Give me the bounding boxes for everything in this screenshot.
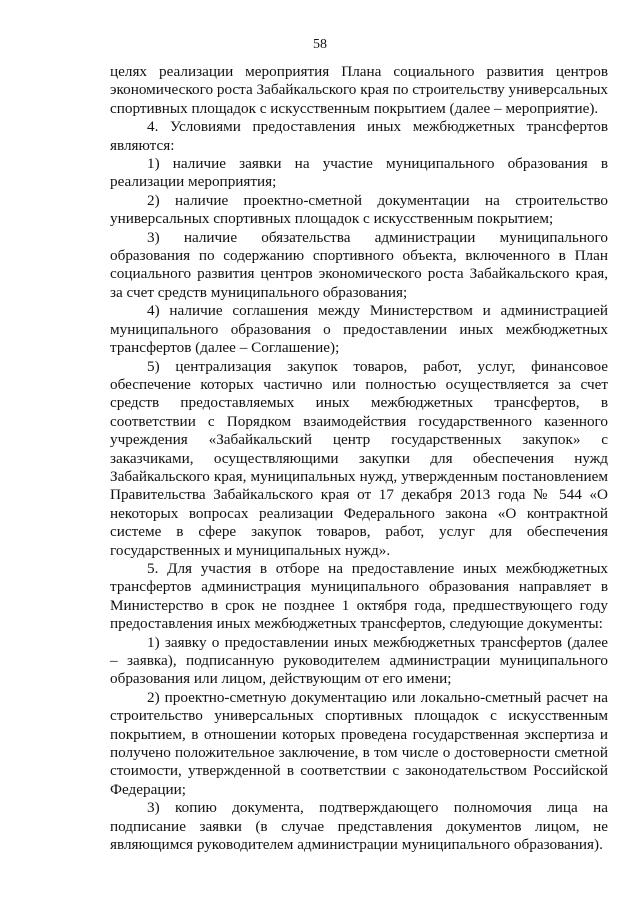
- paragraph-continuation: целях реализации мероприятия Плана социального развития центров экономического роста Забайкальского края по строительству универсальных спортивных площадок с искусственным покрытием (далее – мероприятие).: [110, 63, 608, 117]
- paragraph-clause-5: 5. Для участия в отборе на предоставление иных межбюджетных трансфертов администрация муниципального образования направляет в Министерство в срок не позднее 1 октября года, предшествующего году предоставления иных межбюджетных трансфертов, следующие документы:: [110, 559, 608, 633]
- paragraph-clause-4-item-1: 1) наличие заявки на участие муниципального образования в реализации мероприятия;: [110, 155, 608, 191]
- paragraph-clause-5-item-2: 2) проектно-сметную документацию или локально-сметный расчет на строительство универсальных спортивных площадок с искусственным покрытием, в отношении которых проведена государственная экспертиза и получено положительное заключение, в том числе о достоверности сметной стоимости, утвержденной в соответствии с законодательством Российской Федерации;: [110, 688, 608, 798]
- paragraph-clause-4-item-2: 2) наличие проектно-сметной документации на строительство универсальных спортивных площадок с искусственным покрытием;: [110, 191, 608, 228]
- paragraph-clause-4-item-5: 5) централизация закупок товаров, работ, услуг, финансовое обеспечение которых частично или полностью осуществляется за счет средств предоставляемых иных межбюджетных трансфертов, в соответствии с Порядком взаимодействия государственного казенного учреждения «Забайкальский центр государственных закупок» с заказчиками, осуществляющими закупки для обеспечения нужд Забайкальского края, муниципальных нужд, утвержденным постановлением Правительства Забайкальского края от 17 декабря 2013 года № 544 «О некоторых вопросах реализации Федерального закона «О контрактной системе в сфере закупок товаров, работ, услуг для обеспечения государственных и муниципальных нужд».: [110, 357, 608, 559]
- paragraph-clause-4: 4. Условиями предоставления иных межбюджетных трансфертов являются:: [110, 118, 608, 154]
- paragraph-clause-4-item-4: 4) наличие соглашения между Министерством и администрацией муниципального образования о предоставлении иных межбюджетных трансфертов (далее – Соглашение);: [110, 302, 608, 357]
- page-number: 58: [313, 37, 327, 52]
- paragraph-clause-4-item-3: 3) наличие обязательства администрации муниципального образования по содержанию спортивного объекта, включенного в План социального развития центров экономического роста Забайкальского края, за счет средств муниципального образования;: [110, 228, 608, 301]
- document-body: [110, 63, 608, 854]
- paragraph-clause-5-item-3: 3) копию документа, подтверждающего полномочия лица на подписание заявки (в случае представления документов лицом, не являющимся руководителем администрации муниципального образования).: [110, 799, 608, 854]
- paragraph-clause-5-item-1: 1) заявку о предоставлении иных межбюджетных трансфертов (далее – заявка), подписанную руководителем администрации муниципального образования или лицом, действующим от его имени;: [110, 633, 608, 688]
